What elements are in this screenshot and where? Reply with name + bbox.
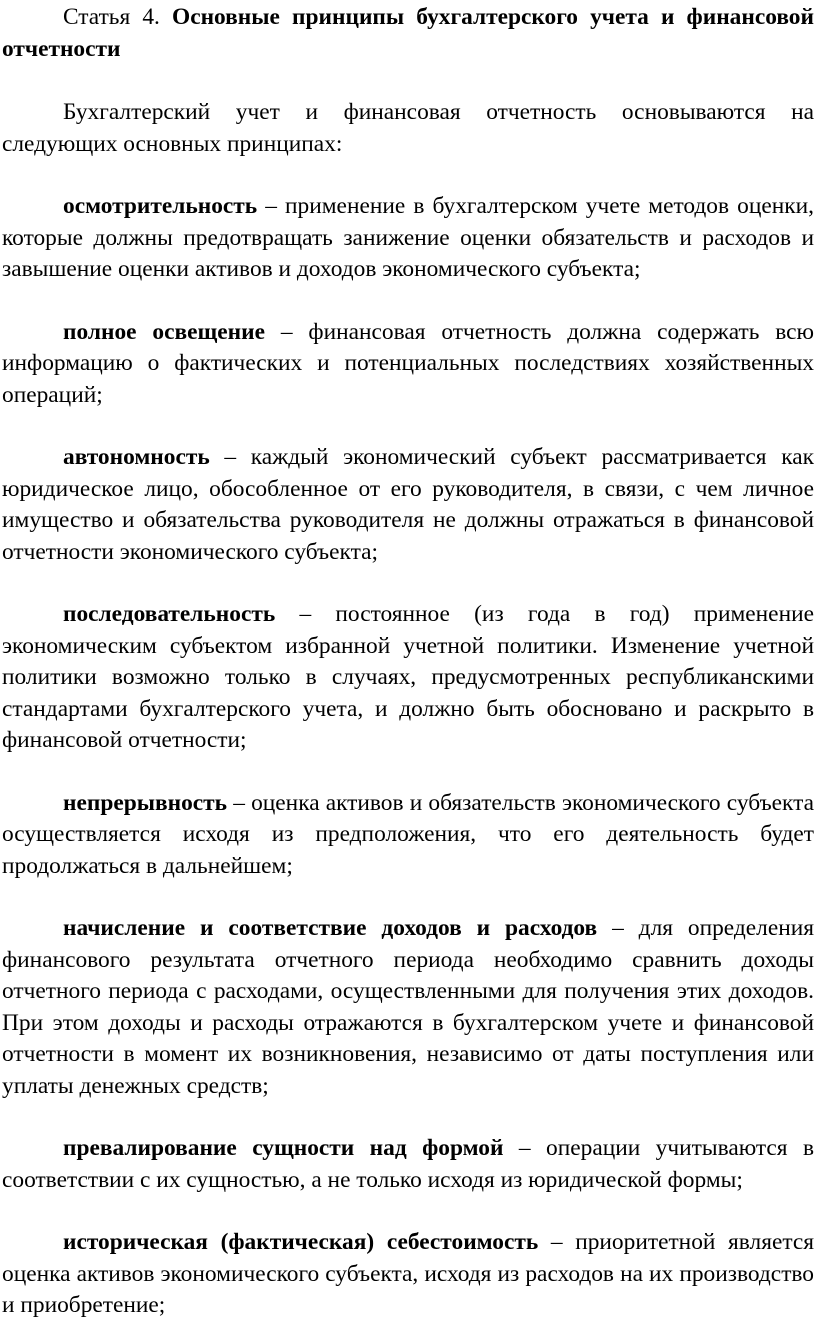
principle-paragraph	[2, 788, 814, 883]
principle-definition: – каждый экономический субъект рассматривается как юридическое лицо, обособленное от его руководителя, в связи, с чем личное имущество и обязательства руководителя не должны отражаться в финансовой отчетности экономического субъекта;	[2, 444, 814, 565]
article-title: Основные принципы бухгалтерского учета и финансовой отчетности	[2, 4, 814, 62]
principle-paragraph	[2, 1133, 814, 1196]
principle-term: полное освещение	[63, 318, 265, 345]
principle-paragraph	[2, 913, 814, 1102]
principle-definition: – приоритетной является оценка активов экономического субъекта, исходя из расходов на их производство и приобретение;	[2, 1229, 814, 1318]
intro-paragraph: Бухгалтерский учет и финансовая отчетность основываются на следующих основных принципах:	[2, 99, 814, 157]
principle-paragraph	[2, 1227, 814, 1322]
principle-definition: – операции учитываются в соответствии с их сущностью, а не только исходя из юридической формы;	[2, 1135, 815, 1193]
principle-term: начисление и соответствие доходов и расходов	[63, 915, 598, 941]
principle-definition: – финансовая отчетность должна содержать всю информацию о фактических и потенциальных последствиях хозяйственных операций;	[2, 318, 814, 408]
principle-definition: – оценка активов и обязательств экономического субъекта осуществляется исходя из предположения, что его деятельность будет продолжаться в дальнейшем;	[2, 789, 814, 879]
principle-definition: – применение в бухгалтерском учете методов оценки, которые должны предотвращать занижение оценки обязательств и расходов и завышение оценки активов и доходов экономического субъекта;	[2, 193, 814, 282]
principle-paragraph	[2, 442, 814, 568]
principle-paragraph	[2, 191, 814, 286]
principle-term: последовательность	[63, 601, 276, 627]
principle-definition: – для определения финансового результата отчетного периода необходимо сравнить доходы отчетного периода с расходами, осуществленными для получения этих доходов. При этом доходы и расходы отражаются в бухгалтерском учете и финансовой отчетности в момент их возникновения, независимо от даты поступления или уплаты денежных средств;	[2, 915, 815, 1099]
principle-paragraph	[2, 599, 814, 757]
principle-term: автономность	[63, 444, 210, 470]
principle-term: историческая (фактическая) себестоимость	[63, 1229, 539, 1255]
principle-definition: – постоянное (из года в год) применение экономическим субъектом избранной учетной политики. Изменение учетной политики возможно только в случаях, предусмотренных республиканскими стандартами бухгалтерского учета, и должно быть обосновано и раскрыто в финансовой отчетности;	[2, 601, 814, 753]
article-number: Статья 4.	[63, 4, 172, 30]
principle-term: превалирование сущности над формой	[63, 1135, 504, 1161]
principle-term: непрерывность	[63, 789, 228, 816]
article-heading	[2, 2, 814, 65]
principle-paragraph	[2, 317, 814, 412]
principle-term: осмотрительность	[63, 193, 258, 219]
